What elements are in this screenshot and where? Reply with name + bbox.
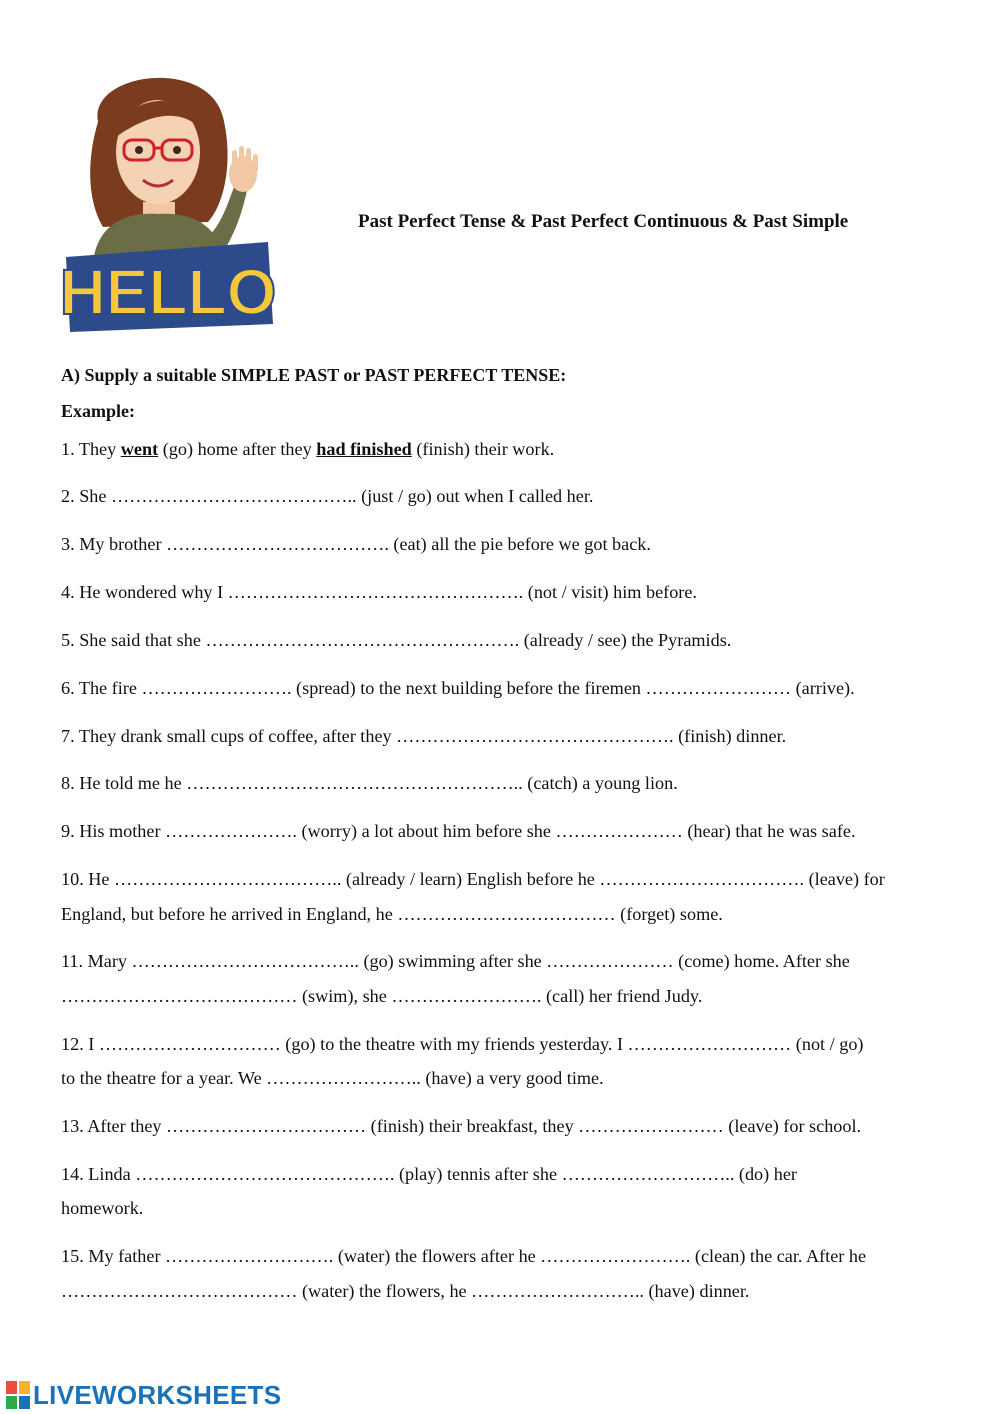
exercise-line: 15. My father ………………………. (water) the flowers after he ……………………. (clean) the car. After he [61, 1246, 867, 1266]
exercise-line: 2. She ………………………………….. (just / go) out when I called her. [61, 486, 594, 506]
section-a-heading: A) Supply a suitable SIMPLE PAST or PAST PERFECT TENSE: [61, 365, 567, 385]
exercise-line: 8. He told me he ……………………………………………….. (catch) a young lion. [61, 773, 678, 793]
exercise-line: 13. After they …………………………… (finish) their breakfast, they …………………… (leave) for school. [61, 1116, 862, 1136]
example-label: Example: [61, 401, 135, 421]
exercise-line: 14. Linda ……………………………………. (play) tennis after she ……………………….. (do) her [61, 1164, 797, 1184]
exercise-line: England, but before he arrived in England, he ……………………………… (forget) some. [61, 904, 723, 924]
exercise-line: 6. The fire ……………………. (spread) to the next building before the firemen …………………… (arrive). [61, 678, 855, 698]
exercise-line: 11. Mary ……………………………….. (go) swimming after she ………………… (come) home. After she [61, 951, 850, 971]
exercise-line: 5. She said that she ……………………………………………. (already / see) the Pyramids. [61, 630, 732, 650]
avatar-hello-illustration [58, 62, 278, 337]
liveworksheets-brand: LIVEWORKSHEETS [33, 1379, 282, 1410]
example-answer-2: had finished [316, 439, 412, 459]
exercise-line: 3. My brother ………………………………. (eat) all the pie before we got back. [61, 534, 651, 554]
page-title: Past Perfect Tense & Past Perfect Continuous & Past Simple [358, 211, 849, 232]
exercise-line: to the theatre for a year. We …………………….. (have) a very good time. [61, 1068, 604, 1088]
exercise-line: 9. His mother …………………. (worry) a lot about him before she ………………… (hear) that he was safe. [61, 821, 856, 841]
svg-text:HELLO: HELLO [59, 256, 277, 328]
example-answer-1: went [120, 439, 159, 459]
exercise-line: 7. They drank small cups of coffee, after they ………………………………………. (finish) dinner. [61, 726, 787, 746]
exercise-line: 10. He ……………………………….. (already / learn) English before he ……………………………. (leave) for [61, 869, 885, 889]
exercise-line: 12. I ………………………… (go) to the theatre with my friends yesterday. I ……………………… (not / go) [61, 1034, 864, 1054]
exercise-line: 4. He wondered why I …………………………………………. (not / visit) him before. [61, 582, 697, 602]
example-sentence: 1. They went (go) home after they had finished (finish) their work. [61, 439, 555, 459]
exercise-line: ………………………………… (water) the flowers, he ……………………….. (have) dinner. [61, 1281, 750, 1301]
liveworksheets-footer [6, 1380, 281, 1410]
exercise-line: homework. [61, 1198, 144, 1218]
exercise-line: ………………………………… (swim), she ……………………. (call) her friend Judy. [61, 986, 703, 1006]
liveworksheets-logo-icon [6, 1381, 30, 1409]
